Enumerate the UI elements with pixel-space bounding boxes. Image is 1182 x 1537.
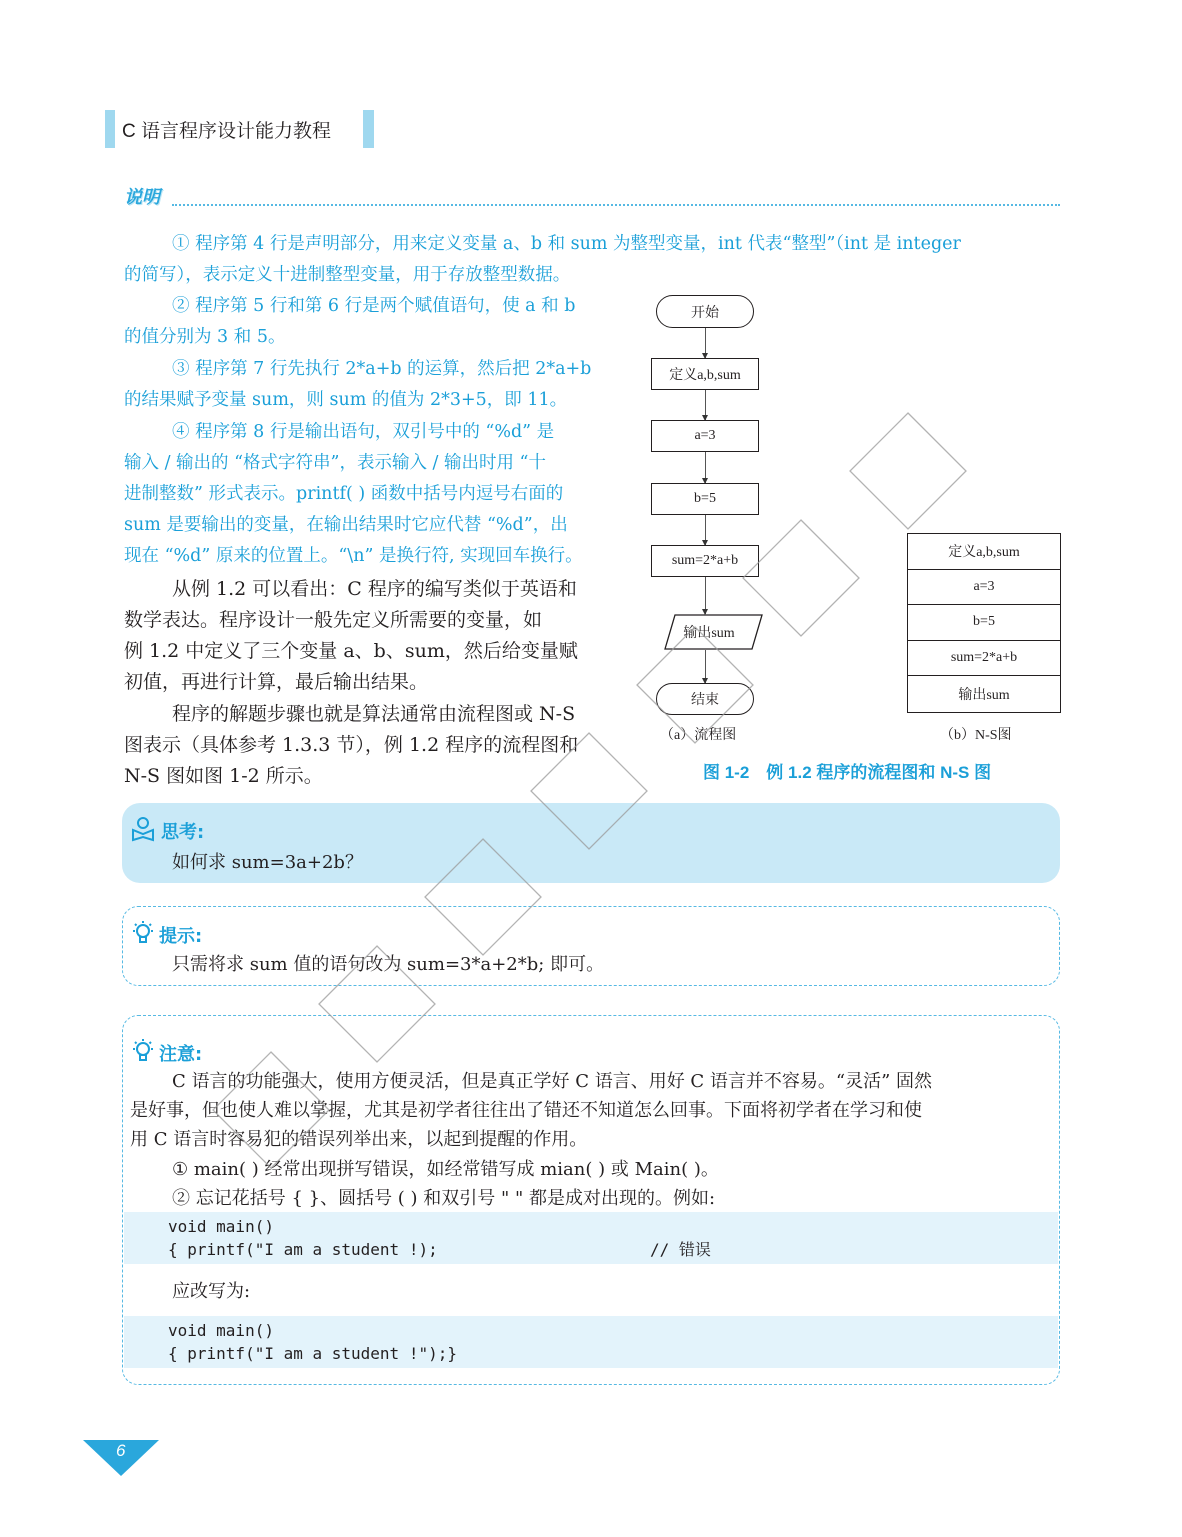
page-number: 6 [116, 1441, 126, 1460]
fix-label: 应改写为: [172, 1281, 251, 1302]
note-line2: 是好事，但也使人难以掌握，尤其是初学者往往出了错还不知道怎么回事。下面将初学者在学习和使 [130, 1100, 922, 1121]
flowchart-arrow [705, 452, 706, 483]
explanation-para4-line5: 现在 “%d” 原来的位置上。“\n” 是换行符, 实现回车换行。 [124, 546, 583, 566]
code1-line1: void main() [168, 1217, 274, 1236]
explanation-para4-line2: 输入 / 输出的 “格式字符串”，表示输入 / 输出时用 “十 [124, 453, 547, 473]
hint-title: 提示: [159, 926, 203, 947]
think-title: 思考: [161, 822, 205, 843]
body-para2-line3: N-S 图如图 1-2 所示。 [124, 765, 323, 787]
ns-chart [907, 533, 1061, 713]
figure-caption: 图 1-2 例 1.2 程序的流程图和 N-S 图 [703, 763, 992, 782]
flowchart-start: 开始 [656, 295, 754, 328]
flowchart-arrow [705, 328, 706, 358]
flowchart-assign-a: a=3 [651, 420, 759, 452]
ns-row: a=3 [908, 570, 1060, 606]
explanation-para4-line3: 进制整数” 形式表示。printf( ) 函数中括号内逗号右面的 [124, 484, 564, 504]
flowchart-define: 定义a,b,sum [651, 358, 759, 390]
lightbulb-icon [130, 1038, 156, 1064]
explanation-para1-line2: 的简写），表示定义十进制整型变量，用于存放整型数据。 [124, 265, 571, 285]
flowchart-assign-b: b=5 [651, 483, 759, 515]
ns-row: b=5 [908, 605, 1060, 641]
explanation-para2-line1: ② 程序第 5 行和第 6 行是两个赋值语句，使 a 和 b [172, 296, 576, 316]
note-title: 注意: [159, 1044, 203, 1065]
header-bar-right [363, 110, 374, 148]
explanation-para4-line1: ④ 程序第 8 行是输出语句，双引号中的 “%d” 是 [172, 422, 555, 442]
book-title: C 语言程序设计能力教程 [122, 121, 332, 142]
flowchart-caption: （a）流程图 [660, 728, 737, 743]
header-bar-left [105, 110, 115, 148]
code1-line2: { printf("I am a student !); [168, 1240, 438, 1259]
note-item2: ② 忘记花括号 { }、圆括号 ( ) 和双引号 " " 都是成对出现的。例如: [172, 1188, 716, 1209]
reading-person-icon [130, 816, 156, 842]
code2-line2: { printf("I am a student !");} [168, 1344, 457, 1363]
ns-row: sum=2*a+b [908, 641, 1060, 677]
note-item1: ① main( ) 经常出现拼写错误，如经常错写成 mian( ) 或 Main( )。 [172, 1159, 719, 1180]
body-para1-line3: 例 1.2 中定义了三个变量 a、b、sum，然后给变量赋 [124, 640, 578, 662]
flowchart-arrow [705, 577, 706, 614]
body-para1-line4: 初值，再进行计算，最后输出结果。 [124, 671, 429, 693]
flowchart-compute: sum=2*a+b [651, 545, 759, 577]
body-para1-line2: 数学表达。程序设计一般先定义所需要的变量，如 [124, 609, 543, 631]
explanation-heading: 说明 [124, 187, 160, 208]
flowchart-arrow [705, 390, 706, 420]
think-text: 如何求 sum=3a+2b？ [172, 852, 363, 873]
flowchart-arrow [705, 515, 706, 545]
flowchart-arrow [705, 650, 706, 683]
explanation-para1-line1: ① 程序第 4 行是声明部分，用来定义变量 a、b 和 sum 为整型变量，int 代表“整型”（int 是 integer [172, 234, 961, 254]
explanation-para2-line2: 的值分别为 3 和 5。 [124, 327, 286, 347]
explanation-para4-line4: sum 是要输出的变量，在输出结果时它应代替 “%d”，出 [124, 515, 568, 535]
explanation-para3-line2: 的结果赋予变量 sum，则 sum 的值为 2*3+5，即 11。 [124, 390, 568, 410]
body-para2-line2: 图表示（具体参考 1.3.3 节），例 1.2 程序的流程图和 [124, 734, 579, 756]
code1-comment: // 错误 [650, 1240, 711, 1259]
ns-chart-caption: （b）N-S图 [940, 728, 1012, 743]
explanation-para3-line1: ③ 程序第 7 行先执行 2*a+b 的运算，然后把 2*a+b [172, 359, 592, 379]
code2-line1: void main() [168, 1321, 274, 1340]
flowchart-end: 结束 [656, 683, 754, 715]
note-line3: 用 C 语言时容易犯的错误列举出来，以起到提醒的作用。 [130, 1129, 588, 1150]
body-para1-line1: 从例 1.2 可以看出：C 程序的编写类似于英语和 [172, 578, 577, 600]
body-para2-line1: 程序的解题步骤也就是算法通常由流程图或 N-S [172, 703, 576, 725]
flowchart-output-label: 输出sum [683, 626, 735, 641]
lightbulb-icon [130, 920, 156, 946]
note-line1: C 语言的功能强大，使用方便灵活，但是真正学好 C 语言、用好 C 语言并不容易。“灵活” 固然 [172, 1071, 933, 1092]
hint-text: 只需将求 sum 值的语句改为 sum=3*a+2*b; 即可。 [172, 954, 605, 975]
ns-row: 定义a,b,sum [908, 534, 1060, 570]
dotted-divider [172, 204, 1060, 206]
ns-row: 输出sum [958, 687, 1010, 703]
